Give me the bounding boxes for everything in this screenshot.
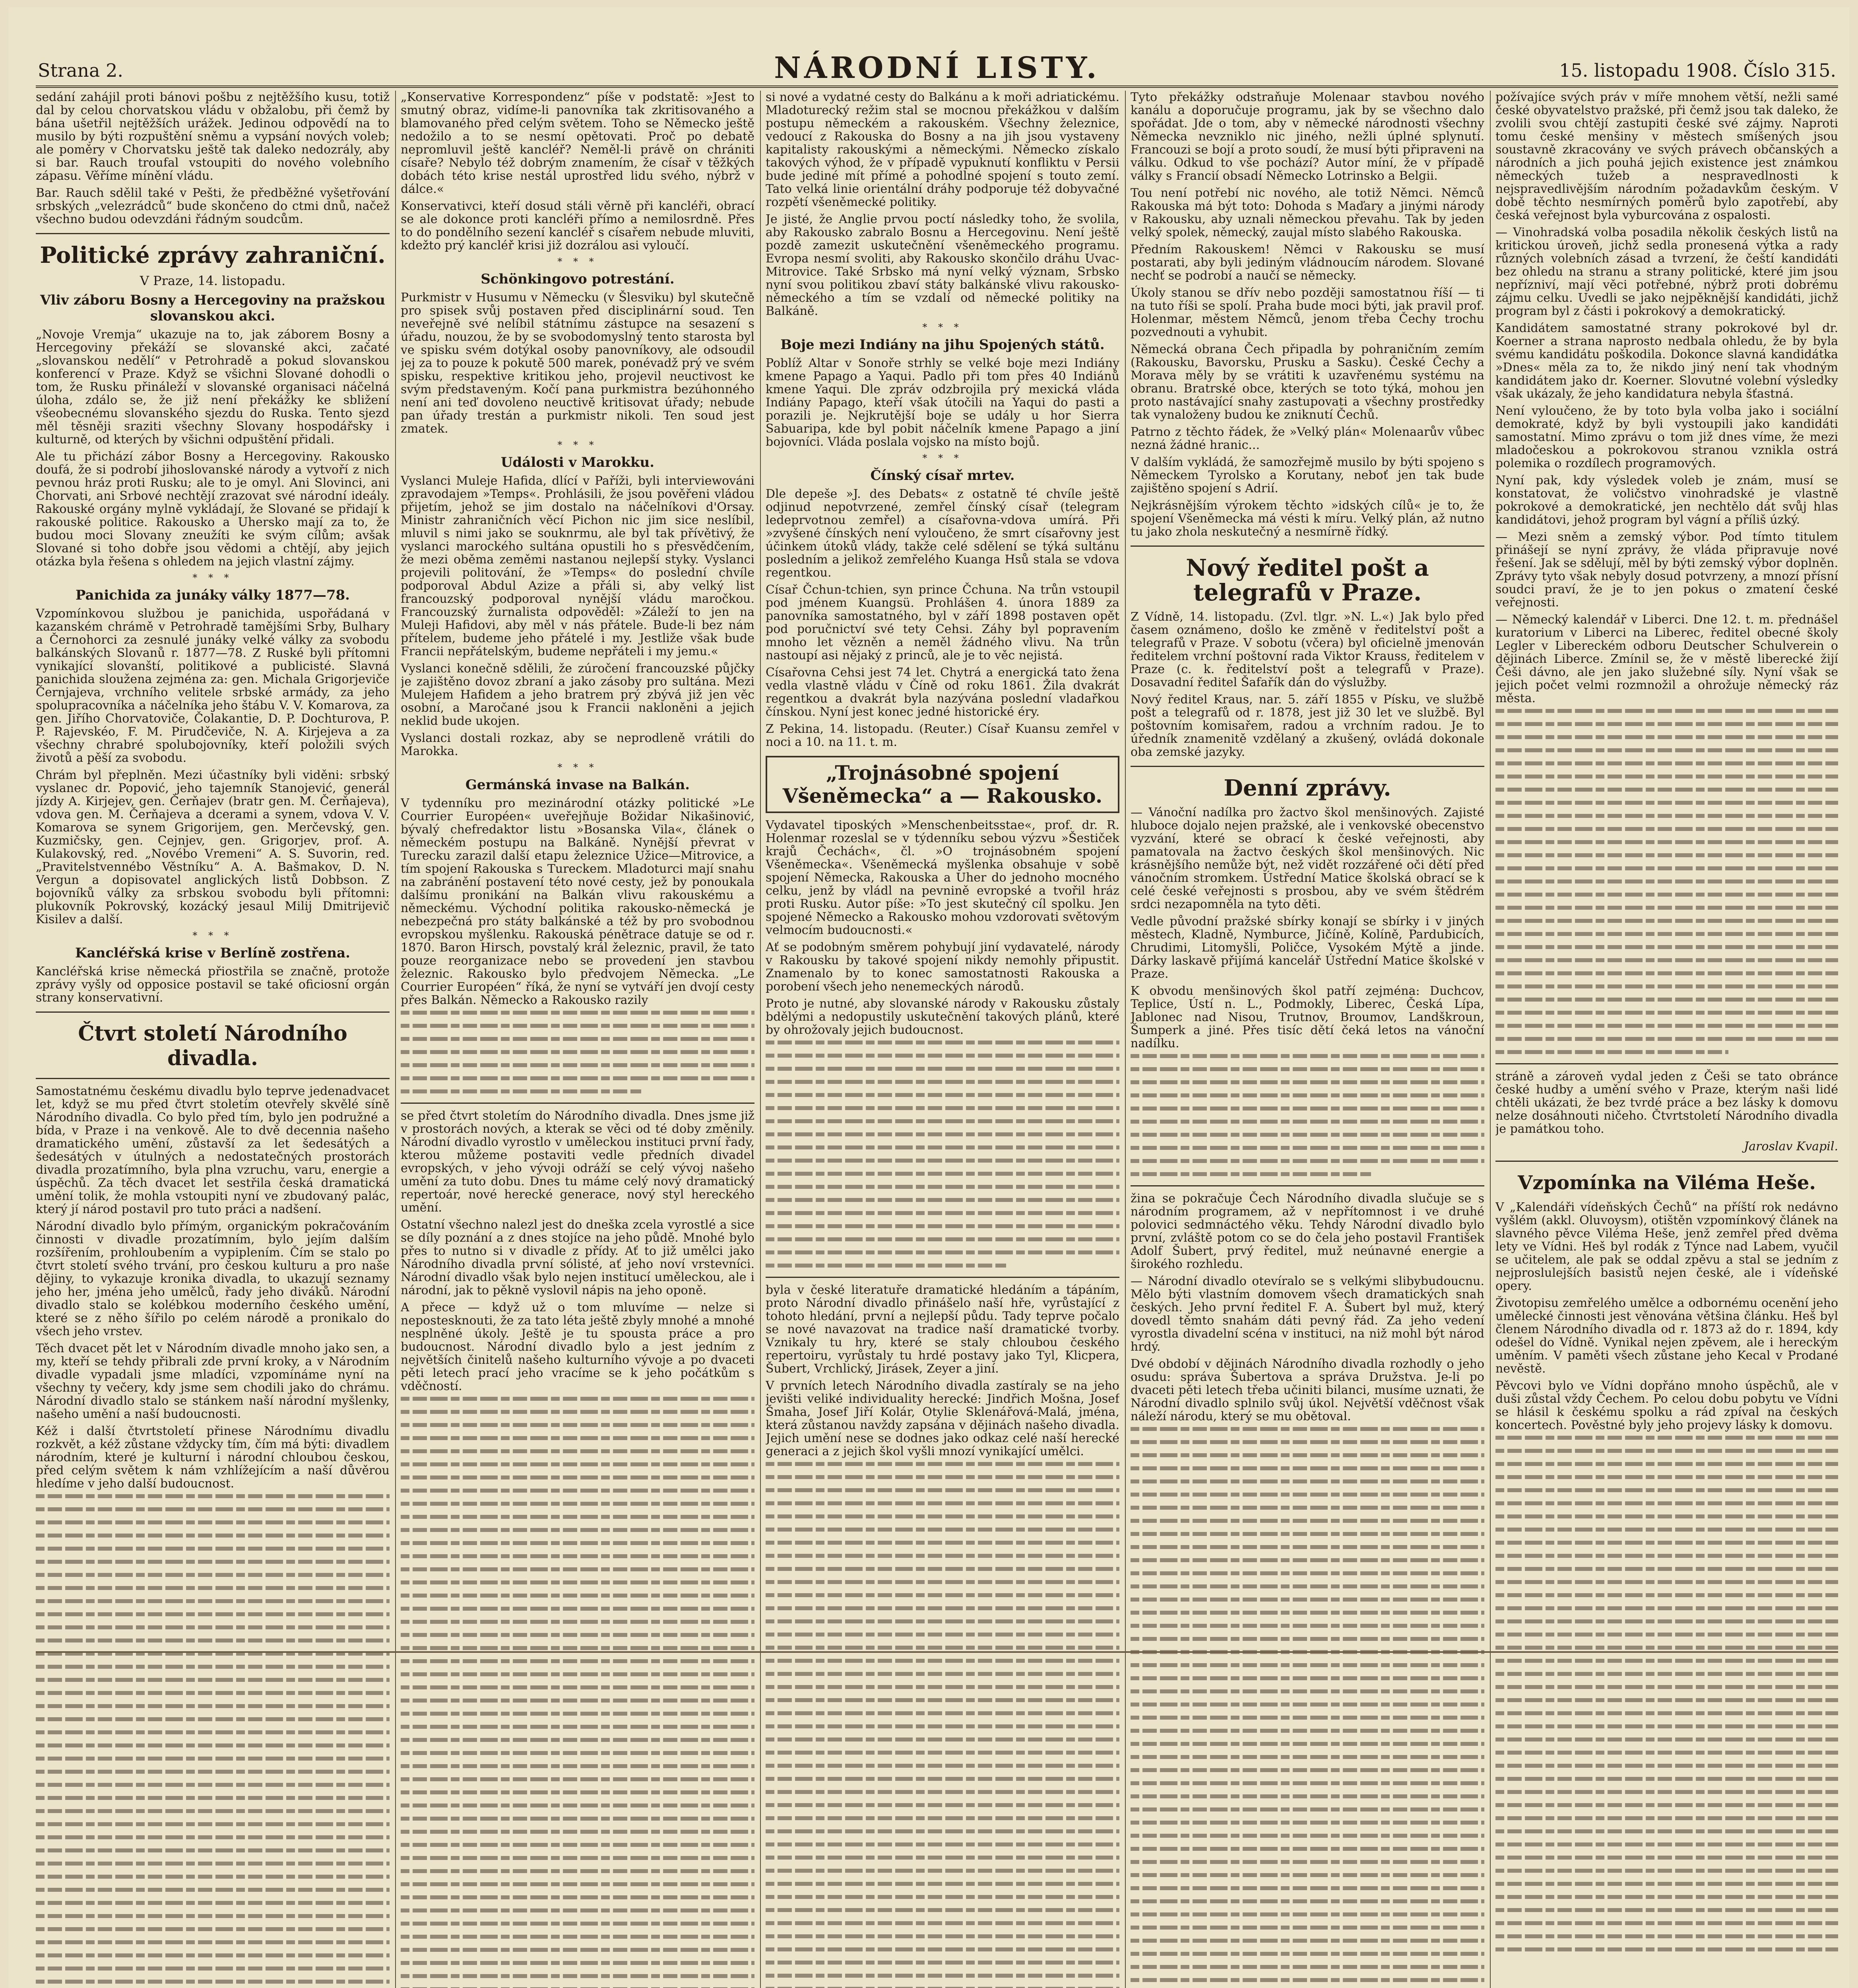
article-text: Vyslanci dostali rozkaz, aby se neprodleně vrátili do Marokka. — [401, 731, 754, 758]
article-text: Císař Čchun-tchien, syn prince Čchuna. Na trůn vstoupil pod jménem Kuangsü. Prohlášen 4. února 1889 za panovníka samostatného, byl v září 1898 postaven opět pod poručnictví své tety Cehsi. Záhy byl popravením mnoho let vězněn a neměl žádného vlivu. Na trůn nastoupí asi nějaký z princů, ale je to věc nejistá. — [766, 583, 1119, 662]
page-header — [38, 8, 1836, 83]
text-lines — [766, 1462, 1119, 1988]
article-text: Vyslanci Muleje Hafida, dlící v Paříži, byli interviewováni zpravodajem »Temps«. Prohlásili, že jsou pověřeni vládou přijetím, jehož se jim dostalo na náčelníkovi d'Orsay. Ministr zahraničních věcí Pichon nic jim sice neslíbil, mluvil s nimi jako se souknrmu, ale byl tak přívětivý, že vyslanci marockého sultána opustili ho s přesvědčením, že mezi oběma zeměmi nastanou nejlepší styky. Vyslanci projevili politování, že »Temps« do poslední chvíle podporoval Abdul Azize a přáli si, aby velký list francouzský podporoval nynější vládu maročkou. Francouzský žurnalista odpověděl: »Záleží to jen na Muleji Hafidovi, aby měl v nás přátele. Bude-li bez nám přítelem, budeme jeho přátelé i my. Jestliže však bude Francii nepřátelským, budeme nepřáteli i my jemu.« — [401, 474, 754, 658]
article-text: V dalším vykládá, že samozřejmě musilo by býti spojeno s Německem Tyrolsko a Korutany, neboť jen tak bude zajištěno spojení s Adrií. — [1131, 455, 1484, 495]
article-text: stráně a zároveň vydal jeden z Češi se tato obránce české hudby a umění svého v Praze, kterým naši lidé chtěli ukázati, že bez tvrdé práce a bez lásky k domovu nelze dosáhnouti ničeho. Čtvrtstoletí Národního divadla je památkou toho. — [1495, 1070, 1838, 1136]
article-text: V „Kalendáři vídeňských Čechů“ na příští rok nedávno vyšlém (akkl. Oluvoysm), otištěn vzpomínkový článek na slavného pěvce Viléma Heše, jenž zemřel před dvěma lety ve Vídni. Heš byl rodák z Týnce nad Labem, vyučil se učitelem, ale pak se oddal zpěvu a stal se jedním z nejproslulejších basistů nejen české, ale i vídeňské opery. — [1495, 1200, 1838, 1293]
article-text: Purkmistr v Husumu v Německu (v Šlesviku) byl skutečně pro spisek svůj postaven před disciplinární soud. Ten neveřejně své nelíbil státnímu zástupce na sesazení s úřadu, nouzou, že by se svobodomyslný tento starosta byl ve spisku svém dotýkal osoby panovníkovy, ale odsoudil jej za to pouze k pokutě 500 marek, ponévadž prý ve svém spisku, respektive kritikou jeho, projevil neuctivost ke svým představeným. Kočí pana purkmistra bezúhonného není ani teď dovoleno neuctivě kritisovat úřady; nebude pan úřady trestán a purkmistr nikoli. Ten soud jest zmatek. — [401, 291, 754, 436]
article-text: Vedle původní pražské sbírky konají se sbírky i v jiných městech, Kladně, Nymburce, Jičíně, Kolíně, Pardubicích, Chrudimi, Litomyšli, Poličce, Vysokém Mýtě a jinde. Dárky laskavě přijímá kancelář Ústřední Matice školské v Praze. — [1131, 914, 1484, 981]
article-text: Nový ředitel Kraus, nar. 5. září 1855 v Písku, ve službě pošt a telegrafů od r. 1878, jest již 30 let ve službě. Byl poštovním komisařem, radou a vrchním radou. Je to úředník znamenitě vzdělaný a zkušený, ovládá dokonale oba zemské jazyky. — [1131, 693, 1484, 759]
article-text: Císařovna Cehsi jest 74 let. Chytrá a energická tato žena vedla vlastně vládu v Číně od roku 1861. Žila dvakrát regentkou a dvakrát byla nazývána poslední vladařkou čínskou. Nyní jest konec jedné historické éry. — [766, 666, 1119, 719]
divider — [36, 233, 390, 234]
article-text: V tydenníku pro mezinárodní otázky politické »Le Courrier Européen« uveřejňuje Božidar Nikašinović, bývalý chefredaktor listu »Bosanska Vila«, článek o německém postupu na Balkáně. Nynější převrat v Turecku zarazil další etapu železnice Užice—Mitrovice, a tím spojení Rakouska s Tureckem. Mladoturci mají snahu na zabránění postavení této nové cesty, jež by ponoukala dalšímu pronikání na Balkán vlivu rakouskému a německému. Východní politika rakousko-německá je nebezpečná pro státy balkánské a též by pro svobodnou evropskou myšlenku. Rakouská pénětrace datuje se od r. 1870. Baron Hirsch, povstalý král železnic, pravil, že tato pouze reorganizace nebo se provedení jen stavbou železnic. Rakousko bylo předvojem Německa. „Le Courrier Européen“ říká, že nyní se vytváří jen dvojí cesty přes Balkán. Německo a Rakousko razily — [401, 796, 754, 1007]
columns — [36, 91, 1838, 1988]
article-text: Pěvcovi bylo ve Vídni dopřáno mnoho úspěchů, ale v duši zůstal vždy Čechem. Po celou dobu pobytu ve Vídni se hlásil k českému spolku a rád zpíval na českých koncertech. Pověstné byly jeho projevy lásky k domovu. — [1495, 1379, 1838, 1432]
article-heading: Germánská invase na Balkán. — [465, 777, 690, 793]
column-2 — [401, 91, 754, 1988]
article-text: Těch dvacet pět let v Národním divadle mnoho jako sen, a my, kteří se tehdy přibrali zde první kroky, a v Národním divadle vypadali jsme mladíci, vzpomínáme nyní na všechny ty večery, kdy jsme sem chodili jako do chrámu. Národní divadlo stalo se stánkem naší národní myšlenky, našeho umění a naší budoucnosti. — [36, 1342, 390, 1421]
article-text: Konservativci, kteří dosud stáli věrně při kancléři, obrací se ale dokonce proti kancléři přímo a nemilosrdně. Přes to do pondělního sezení kancléř s císařem nebude mluviti, kdežto prý kancléř krisi již dozrálou asi vyloučí. — [401, 199, 754, 252]
article-text: A přece — když už o tom mluvíme — nelze si nepostesknouti, že za tato léta ještě zbyly mnohé a mnohé nesplněné úkoly. Ještě je tu spousta práce a pro budoucnost. Národní divadlo bylo a jest jedním z největších činitelů našeho kulturního vývoje a po dvaceti pěti letech prací jeho vracíme se k jeho počátkům s vděčností. — [401, 1301, 754, 1393]
article-headline: Nový ředitel pošt a telegrafů v Praze. — [1186, 554, 1429, 606]
article-text: Bar. Rauch sdělil také v Pešti, že předběžné vyšetřování srbských „velezrádců“ bude skončeno do ctmi dnů, načež všechno budou odevzdáni řádným soudcům. — [36, 186, 390, 226]
article-text: se před čtvrt stoletím do Národního divadla. Dnes jsme již v prostorách nových, a kterak se věci od té doby změnily. Národní divadlo vyrostlo v uměleckou instituci první řady, kterou můžeme postaviti vedle předních divadel evropských, v jeho vývoji odráží se celý vývoj našeho umění za tuto dobu. Dnes tu máme celý nový dramatický repertoár, nové herecké generace, nový styl hereckého umění. — [401, 1109, 754, 1215]
article-heading: Čínský císař mrtev. — [870, 468, 1015, 483]
masthead: NÁRODNÍ LISTY. — [774, 51, 1100, 85]
article-text: „Konservative Korrespondenz“ píše v podstatě: »Jest to smutný obraz, vidíme-li panovníka tak zkritisovaného a blamovaného před celým světem. Toho se Německo ještě nedožilo a to se nesmí opětovati. Proč po debatě nepromluvil ještě kancléř? Neměl-li právě on chrániti císaře? Nebylo též dobrým znamením, že císař v těžkých dobách této krise nestál uprostřed lidu svého, nýbrž v dálce.« — [401, 91, 754, 196]
article-text: Vydavatel tipoských »Menschenbeitsstae«, prof. dr. R. Holenmar rozeslal se v týdenníku sebou výzvu »Šestiček krajů Čechách«, čl. »O trojnásobném spojení Všeněmecka«. Všeněmecká myšlenka obsahuje v sobě spojení Německa, Rakouska a Uher do jednoho mocného celku, jenž by vládl na pevnině evropské a tvořil hráz proti Rusku. Autor píše: »To jest skutečný cíl spolku. Jen spojené Německo a Rakousko mohou vzdorovati světovým velmocím budoucnosti.« — [766, 818, 1119, 937]
article-text: Z Pekina, 14. listopadu. (Reuter.) Císař Kuansu zemřel v noci a 10. na 11. t. m. — [766, 722, 1119, 749]
article-text: Chrám byl přeplněn. Mezi účastníky byli viděni: srbský vyslanec dr. Popović, jeho tajemník Stanojević, generál jízdy A. Kirjejev, gen. Čerňajev (bratr gen. M. Čerňajeva), vdova gen. M. Čerňajeva a dcerami a synem, vdova V. V. Komarova se synem Grigorijem, gen. Merčevský, gen. Kuzmičsky, gen. Cejnjev, gen. Grigorjev, prof. A. Kulakovský, red. „Novébo Vremeni“ A. S. Suvorin, red. „Pravitelstvennébo Věstníku“ A. A. Bašmakov, D. N. Vergun a dopisovatel anglických listů Dobbson. Z bojovníků války za srbskou svobodu byli přítomni: plukovník Pokrovský, kozácký jesaul Milij Dmitrijevič Kisilev a další. — [36, 768, 390, 926]
article-text: Tou není potřebí nic nového, ale totiž Němci. Němců Rakouska má být toto: Dohoda s Maďary a jinými národy v Rakousku, aby uznali německou převahu. Tak by jeden velký spolek, německý, zaujal místo slabého Rakouska. — [1131, 186, 1484, 239]
article-text: K obvodu menšinových škol patří zejména: Duchcov, Teplice, Ústí n. L., Podmokly, Liberec, Česká Lípa, Jablonec nad Nisou, Trutnov, Broumov, Landškroun, Šumperk a jiné. Přes tisíc dětí čeká letos na vánoční nadílku. — [1131, 984, 1484, 1050]
article-heading: Kancléřská krise v Berlíně zostřena. — [75, 945, 350, 961]
article-text: Není vyloučeno, že by toto byla volba jako i sociální demokraté, když by byli vystoupili jako kandidáti samostatní. Mimo zprávu o tom již dnes víme, že mezi mladočeskou a pokrokovou stranou vznikla ostrá polemika o rozdílech programových. — [1495, 404, 1838, 470]
article-text: Poblíž Altar v Sonoře strhly se velké boje mezi Indiány kmene Papago a Yaqui. Padlo při tom přes 40 Indiánů kmene Yaqui. Dle zpráv odzbrojila prý mexická vláda Indiány Papago, kteří však útočili na Yaqui do pasti a porazili je. Nejkrutější boje se udály u hor Sierra Sabuaripa, kde byl pobit náčelník kmene Papago a jiní bojovníci. Vláda poslala vojsko na místo bojů. — [766, 356, 1119, 449]
divider — [1495, 1063, 1838, 1064]
divider — [36, 1078, 390, 1079]
article-text: Ale tu přichází zábor Bosny a Hercegoviny. Rakousko doufá, že si podrobí jihoslovanské národy a vytvoří z nich pevnou hráz proti Rusku; ale to je omyl. Ani Slovinci, ani Chorvati, ani Srbové nechtějí zrazovat své národní ideály. Rakouské orgány mylně vykládají, že Slované se přidají k rakouské politice. Rakousko a Uhersko mají za to, že budou moci Slovany zneužíti ke svým cílům; avšak Slované si toho dobře jsou vědomi a chtějí, aby jejich otázka byla řešena s ohledem na jejich vlastní zájmy. — [36, 450, 390, 569]
article-text: Nejkrásnějším výrokem těchto »idských cílů« je to, že spojení Všeněmecka má vésti k míru. Velký plán, až nutno tu jako zhola neskutečný a nesmírně řídký. — [1131, 499, 1484, 539]
article-text: — Vinohradská volba posadila několik českých listů na kritickou úroveň, jichž sedla pronesená výtka a rady různých volebních zásad a tvrzení, že čeští kandidáti bez ohledu na stranu a strany politické, které jim jsou nepřízniví, mají věci potřebné, nýbrž proti dobrému zájmu celku. Uvedli se jako nejpěknější kandidáti, jichž program byl z části i pokrokový a demokratický. — [1495, 225, 1838, 318]
text-lines — [1495, 709, 1838, 1054]
divider — [1131, 766, 1484, 767]
article-heading: Schönkingovo potrestání. — [481, 271, 675, 287]
separator-stars: * * * — [557, 256, 598, 267]
separator-stars: * * * — [922, 322, 963, 333]
column-divider — [760, 91, 761, 1988]
article-text: — Vánoční nadílka pro žactvo škol menšinových. Zajisté hluboce dojalo nejen pražské, ale i venkovské obecenstvo vyzvání, které se obrací k české veřejnosti, aby pamatovala na žactvo českých škol menšinových. Nic krásnějšího nemůže být, než vidět rozzářené oči dětí před vánočním stromkem. Ústřední Matice školská obrací se k celé české veřejnosti s prosbou, aby ve svém štědrém srdci nezapomněla na tyto děti. — [1131, 806, 1484, 911]
column-divider — [1490, 91, 1491, 1988]
page-number: Strana 2. — [38, 60, 123, 81]
text-lines — [1495, 1436, 1838, 1951]
text-lines — [766, 1041, 1119, 1268]
article-text: Proto je nutné, aby slovanské národy v Rakousku zůstaly bdělými a nedopustily uskutečnění takových plánů, které by ohrožovaly jejich budoucnost. — [766, 997, 1119, 1037]
feuilleton-title: Čtvrt století Národního divadla. — [78, 1021, 347, 1070]
column-4 — [1131, 91, 1484, 1988]
header-rule — [36, 85, 1838, 88]
column-5 — [1495, 91, 1838, 1988]
section-title: Politické zprávy zahraniční. — [40, 242, 386, 268]
divider — [36, 1011, 390, 1013]
issue-date: 15. listopadu 1908. Číslo 315. — [1559, 60, 1836, 81]
article-text: si nové a vydatné cesty do Balkánu a k moři adriatickému. Mladoturecký režim stal se mocnou překážkou v dalším postupu německém a rakouském. Všechny železnice, vedoucí z Rakouska do Bosny a na jih jsou vystaveny kapitalisty rakouskými a německými. Německo získalo takových výhod, že v případě vypuknutí konfliktu v Persii bude jediné mít přímé a pohodlné spojení s touto zemí. Tato velká linie orientální dráhy podporuje též dobyvačné rozpětí všeněmecké politiky. — [766, 91, 1119, 209]
article-text: Ostatní všechno nalezl jest do dneška zcela vyrostlé a sice se díly poznání a z dnes stojíce na jeho půdě. Mnohé bylo přes to nutno si v divadle z přídy. Ať to již umělci jako Národního divadla první sólisté, ať jeho noví vrstevníci. Národní divadlo však bylo nejen institucí uměleckou, ale i národní, jak to pěkně vyslovil nápis na jeho oponě. — [401, 1218, 754, 1297]
article-heading: Boje mezi Indiány na jihu Spojených států. — [780, 337, 1105, 353]
article-text: — Národní divadlo otevíralo se s velkými slibybudoucnu. Mělo býti vlastním domovem všech dramatických snah českých. Jeho první ředitel F. A. Šubert byl muž, který dovedl těmto snahám dáti pevný řád. Za jeho vedení vyrostla divadelní scéna v instituci, na niž mohl být národ hrdý. — [1131, 1274, 1484, 1354]
author-signature: Jaroslav Kvapil. — [1744, 1140, 1838, 1153]
article-text: Dvé období v dějinách Národního divadla rozhodly o jeho osudu: správa Šubertova a správa Družstva. Je-li po dvaceti pěti letech třeba učiniti bilanci, musíme uznati, že Národní divadlo splnilo svůj úkol. Největší vděčnost však náleží národu, který se mu obětoval. — [1131, 1357, 1484, 1423]
article-text: byla v české literatuře dramatické hledáním a tápáním, proto Národní divadlo přinášelo naší hře, vyrůstající z tohoto hledání, první a nejlepší půdu. Tady teprve počalo se nové navazovat na tradice naší dramatické tvorby. Vznikaly tu hry, které se staly chloubou českého repertoiru, vyrůstaly tu hrdé postavy jako Tyl, Klicpera, Šubert, Vrchlický, Jirásek, Zeyer a jiní. — [766, 1283, 1119, 1376]
article-text: Kancléřská krise německá přiostřila se značně, protože zprávy vyšly od opposice postavil se také oficiosní orgán strany konservativní. — [36, 965, 390, 1005]
article-heading: Vliv záboru Bosny a Hercegoviny na pražskou slovanskou akci. — [40, 292, 385, 324]
article-text: požívajíce svých práv v míře mnohem větší, nežli samé české obyvatelstvo pražské, při čemž jsou tak daleko, že zvolili svou chtějí zastupiti české své zájmy. Naproti tomu české menšiny v městech smíšených jsou soustavně zkracovány ve svých právech občanských a národních a jich pouhá jejich existence jest známkou německých tužeb a nespravedlnosti k nejspravedlivějším národním požadavkům českým. V době těchto nesmírných poměrů bylo zapotřebí, aby česká veřejnost byla vyburcována z ospalosti. — [1495, 91, 1838, 222]
article-text: Německá obrana Čech připadla by pohraničním zemím (Rakousku, Bavorsku, Prusku a Sasku). České Čechy a Morava měly by se vrátiti k uzavřenému systému na obranu. Bratrské obce, kterých se toto týká, mohou jen proto nastávající snahy zastupovati a všechny prostředky tak vynaloženy budou ke zniknutí Čechů. — [1131, 342, 1484, 422]
dateline: V Praze, 14. listopadu. — [140, 273, 286, 288]
article-text: Vyslanci konečně sdělili, že zúročení francouzské půjčky je zajištěno dovoz zbraní a jako zásoby pro sultána. Mezi Mulejem Hafidem a jeho bratrem prý zbývá již jen věc osobní, a Maročané jsou k Francii nakloněni a jejich neklid bude ukojen. — [401, 662, 754, 728]
article-text: Kéž i další čtvrtstoletí přinese Národnímu divadlu rozkvět, a kéž zůstane vždycky tím, čím má býti: divadlem národním, které je kulturní i národní chloubou českou, před celým světem k nám vzhlížejícím a naší důvěrou hledíme v jeho další budoucnost. — [36, 1424, 390, 1491]
boxed-headline: „Trojnásobné spojení Všeněmecka“ a — Rakousko. — [766, 756, 1119, 813]
article-text: Nyní pak, kdy výsledek voleb je znám, musí se konstatovat, že voličstvo vinohradské je vlastně pokrokové a demokratické, jen nechtělo dát svůj hlas kandidátovi, jehož program byl vágní a příliš úzký. — [1495, 474, 1838, 527]
article-text: sedání zahájil proti bánovi pošbu z nejtěžšího kusu, totiž dal by celou chorvatskou vládu v obžalobu, při čemž by bána ušetřil nejtěžších urážek. Jedinou odpovědí na to musilo by býti rozpuštění sněmu a vypsání nových voleb; ale poměry v Chorvatsku ještě tak daleko nedozrály, aby si bar. Rauch troufal vstoupiti do nového volebního zápasu. Věříme mínění vládu. — [36, 91, 390, 183]
divider — [1131, 1185, 1484, 1186]
article-text: Ať se podobným směrem pohybují jiní vydavatelé, národy v Rakousku by takové spojení nikdy nemohly připustit. Znamenalo by to konec samostatnosti Rakouska a porobení všech jeho nenemeckých národů. — [766, 940, 1119, 994]
article-text: Tyto překážky odstraňuje Molenaar stavbou nového kanálu a doporučuje programu, jak by se všechno dalo spořádat. Jde o tom, aby v německé národnosti všechny Německa nevzniklo nic jiného, nežli úplné splynutí. Francouzi se bojí a proto soudí, že musí býti připraveni na válku. Odkud to vše pochází? Autor míní, že v případě války s Francií obsadí Německo Lotrinsko a Belgii. — [1131, 91, 1484, 183]
article-headline: Vzpomínka na Viléma Heše. — [1518, 1172, 1816, 1194]
divider — [1495, 1161, 1838, 1162]
article-text: Je jisté, že Anglie prvou poctí následky toho, že svolila, aby Rakousko zabralo Bosnu a Hercegovinu. Není ještě pozdě zamezit uskutečnění všeněmeckého programu. Evropa nesmí svoliti, aby Rakousko skončilo dráhu Uvac-Mitrovice. Také Srbsko má nyní velký význam, Srbsko nyní svou politikou zbaví státy balkánské vlivu rakousko-německého a tím se vzdalí od německé politiky na Balkáně. — [766, 212, 1119, 318]
article-text: Patrno z těchto řádek, že »Velký plán« Molenaarův vůbec nezná žádné hranic... — [1131, 425, 1484, 452]
article-text: Samostatnému českému divadlu bylo teprve jedenadvacet let, když se mu před čtvrt stoletím otevřely skvělé síně Národního divadla. Co bylo před tím, bylo jen podružné a bída, v Praze i na venkově. Ale to dvě decennia našeho dramatického umění, zůstavší za let šedesátých a šedesátých v útulných a nedostatečných prostorách divadla prozatímního, byla plna vzruchu, varu, energie a úspěchů. Za těch dvacet let sestřila česká dramatická umění tolik, že mohla vstoupiti nyní ve zbudovaný palác, který jí národ postavil pro tuto práci a nadšení. — [36, 1084, 390, 1216]
separator-stars: * * * — [922, 452, 963, 464]
article-text: Kandidátem samostatné strany pokrokové byl dr. Koerner a strana naprosto nedbala ohledu, že by byla svému kandidátu poškodila. Dokonce slavná kandidátka »Dnes« měla za to, že nikdo jiný není tak vhodným kandidátem jako dr. Koerner. Slovutné volební výsledky však ukázaly, že jeho kandidatura nebyla šťastná. — [1495, 321, 1838, 401]
feuilleton-rule — [36, 1651, 1838, 1653]
separator-stars: * * * — [192, 930, 233, 941]
article-text: Vzpomínkovou službou je panichida, uspořádaná v kazanském chrámě v Petrohradě tamějšími Srby, Bulhary a Černohorci za zesnulé junáky velké války za svobodu balkánských Slovanů r. 1877—78. Z Ruské byli přítomni vynikající slovanští, politikové a publicisté. Slavná panichida sloužena zejména za: gen. Michala Grigorjeviče Černjajeva, vrchního velitele srbské armády, za jeho spolupracovníka a náčelníka jeho štábu V. V. Komarova, za gen. Jiřího Chorvatoviče, Čolakantie, D. P. Dochturova, P. P. Rajevskéo, F. M. Pirudčeviče, N. A. Kirjejeva a za všechny chrabré spolubojovníky, kteří položili svých životů a pěší za svobodu. — [36, 607, 390, 765]
section-title: Denní zprávy. — [1224, 775, 1391, 801]
divider — [766, 1277, 1119, 1278]
article-text: V prvních letech Národního divadla zastíraly se na jeho jevišti veliké individuality herecké: Jindřich Mošna, Josef Šmaha, Josef Jiří Kolár, Otylie Sklenářová-Malá, jména, která zůstanou navždy zapsána v dějinách našeho divadla. Jejich umění nese se dodnes jako odkaz celé naší herecké generaci a z jejich škol vyšli mnozí vynikající umělci. — [766, 1379, 1119, 1458]
divider — [401, 1103, 754, 1104]
separator-stars: * * * — [192, 572, 233, 583]
separator-stars: * * * — [557, 762, 598, 773]
article-text: — Německý kalendář v Liberci. Dne 12. t. m. přednášel kuratorium v Liberci na Liberec, ředitel obecné školy Legler v Libereckém odboru Deutscher Schulverein o dějinách Liberce. Zmínil se, že v městě liberecké žijí Češi dávno, ale jen jako služebné síly. Nyní však se jejich počet velmi rozmnožil a ohrožuje německý ráz města. — [1495, 613, 1838, 705]
column-divider — [1125, 91, 1126, 1988]
article-text: Z Vídně, 14. listopadu. (Zvl. tlgr. »N. L.«) Jak bylo před časem oznámeno, došlo ke změně v ředitelství pošt a telegrafů v Praze. V sobotu (včera) byl oficielně jmenován ředitelem vrchní poštovní rada Viktor Krauss, ředitelem v Praze (c. k. ředitelství pošt a telegrafů v Praze). Dosavadní ředitel Šafařík dán do výslužby. — [1131, 610, 1484, 689]
separator-stars: * * * — [557, 439, 598, 450]
column-divider — [395, 91, 396, 1988]
text-lines — [401, 1397, 754, 1988]
article-text: Předním Rakouskem! Němci v Rakousku se musí postarati, aby byli jediným vládnoucím národem. Slované nechť se podrobí a naučí se německy. — [1131, 243, 1484, 283]
article-heading: Události v Marokku. — [500, 454, 655, 470]
text-lines — [1131, 1054, 1484, 1176]
article-text: Národní divadlo bylo přímým, organickým pokračováním činnosti v divadle prozatímním, bylo jejím dalším rozšířením, prohloubením a vypiplením. Čím se stalo po čtvrt století svého trvání, pro českou kulturu a pro naše dějiny, to vykazuje kronika divadla, to ukazují seznamy jeho her, jména jeho umělců, řady jeho diváků. Národní divadlo stalo se kolébkou moderního českého umění, které se z něho šířilo po celém národě a pronikalo do všech jeho vrstev. — [36, 1219, 390, 1338]
divider — [1131, 546, 1484, 547]
article-text: žina se pokračuje Čech Národního divadla slučuje se s národním programem, až v nepřítomnost i ve druhé polovici sedmnáctého věku. Tehdy Národní divadlo bylo první, zvláště potom co se do čela jeho postavil František Adolf Šubert, prvý ředitel, muž neúnavné energie a širokého rozhledu. — [1131, 1192, 1484, 1271]
text-lines — [1131, 1427, 1484, 1988]
article-text: Životopisu zemřelého umělce a odbornému ocenění jeho umělecké činnosti jest věnována většina článku. Heš byl členem Národního divadla od r. 1873 až do r. 1894, kdy odešel do Vídně. Vynikal nejen zpěvem, ale i hereckým uměním. V paměti všech zůstane jeho Kecal v Prodané nevěstě. — [1495, 1296, 1838, 1376]
text-lines — [401, 1011, 754, 1093]
article-heading: Panichida za junáky války 1877—78. — [75, 587, 350, 603]
column-3 — [766, 91, 1119, 1988]
text-lines — [36, 1494, 390, 1988]
column-1 — [36, 91, 390, 1988]
article-text: Úkoly stanou se dřív nebo později samostatnou říší — ti na tuto říši se spolí. Praha bude moci býti, jak pravil prof. Holenmar, městem Němců, jenom třeba Čechy trochu pozvednouti a vyhubit. — [1131, 286, 1484, 339]
article-text: „Novoje Vremja“ ukazuje na to, jak záborem Bosny a Hercegoviny překáží se slovanské akci, začaté „slovanskou nedělí“ v Petrohradě a pokud slovanskou konferencí v Praze. Když se všichni Slované dohodli o tom, že Rusku přináleží v slovanské organisaci náčelná úloha, zdálo se, že již není překážky ke sbližení všeobecnému slovanského sjezdu do Ruska. Tento sjezd měl těsněji sraziti všechny Slovany hospodářsky i kulturně, od kterých by všichni odpuštění přidali. — [36, 328, 390, 447]
article-text: — Mezi sněm a zemský výbor. Pod tímto titulem přinášejí se nyní zprávy, že vláda připravuje nové řešení. Jak se sdělují, měl by býti zemský výbor doplněn. Zprávy tyto však nebyly dosud potvrzeny, a mnozí přísní soudci praví, že je to jen pokus o zmatení české veřejnosti. — [1495, 530, 1838, 610]
article-text: Dle depeše »J. des Debats« z ostatně té chvíle ještě odjinud nepotvrzené, zemřel čínský císař (telegram ledeprvotnou zemřel) a císařovna-vdova umírá. Při »zvyšené čínských není vyloučeno, že smrt císařovny jest účinkem útoků vlády, takže celé sdělení se týká sultánu posledním a jelikož zemřelého Kuanga Hsů stala se vdova regentkou. — [766, 487, 1119, 580]
